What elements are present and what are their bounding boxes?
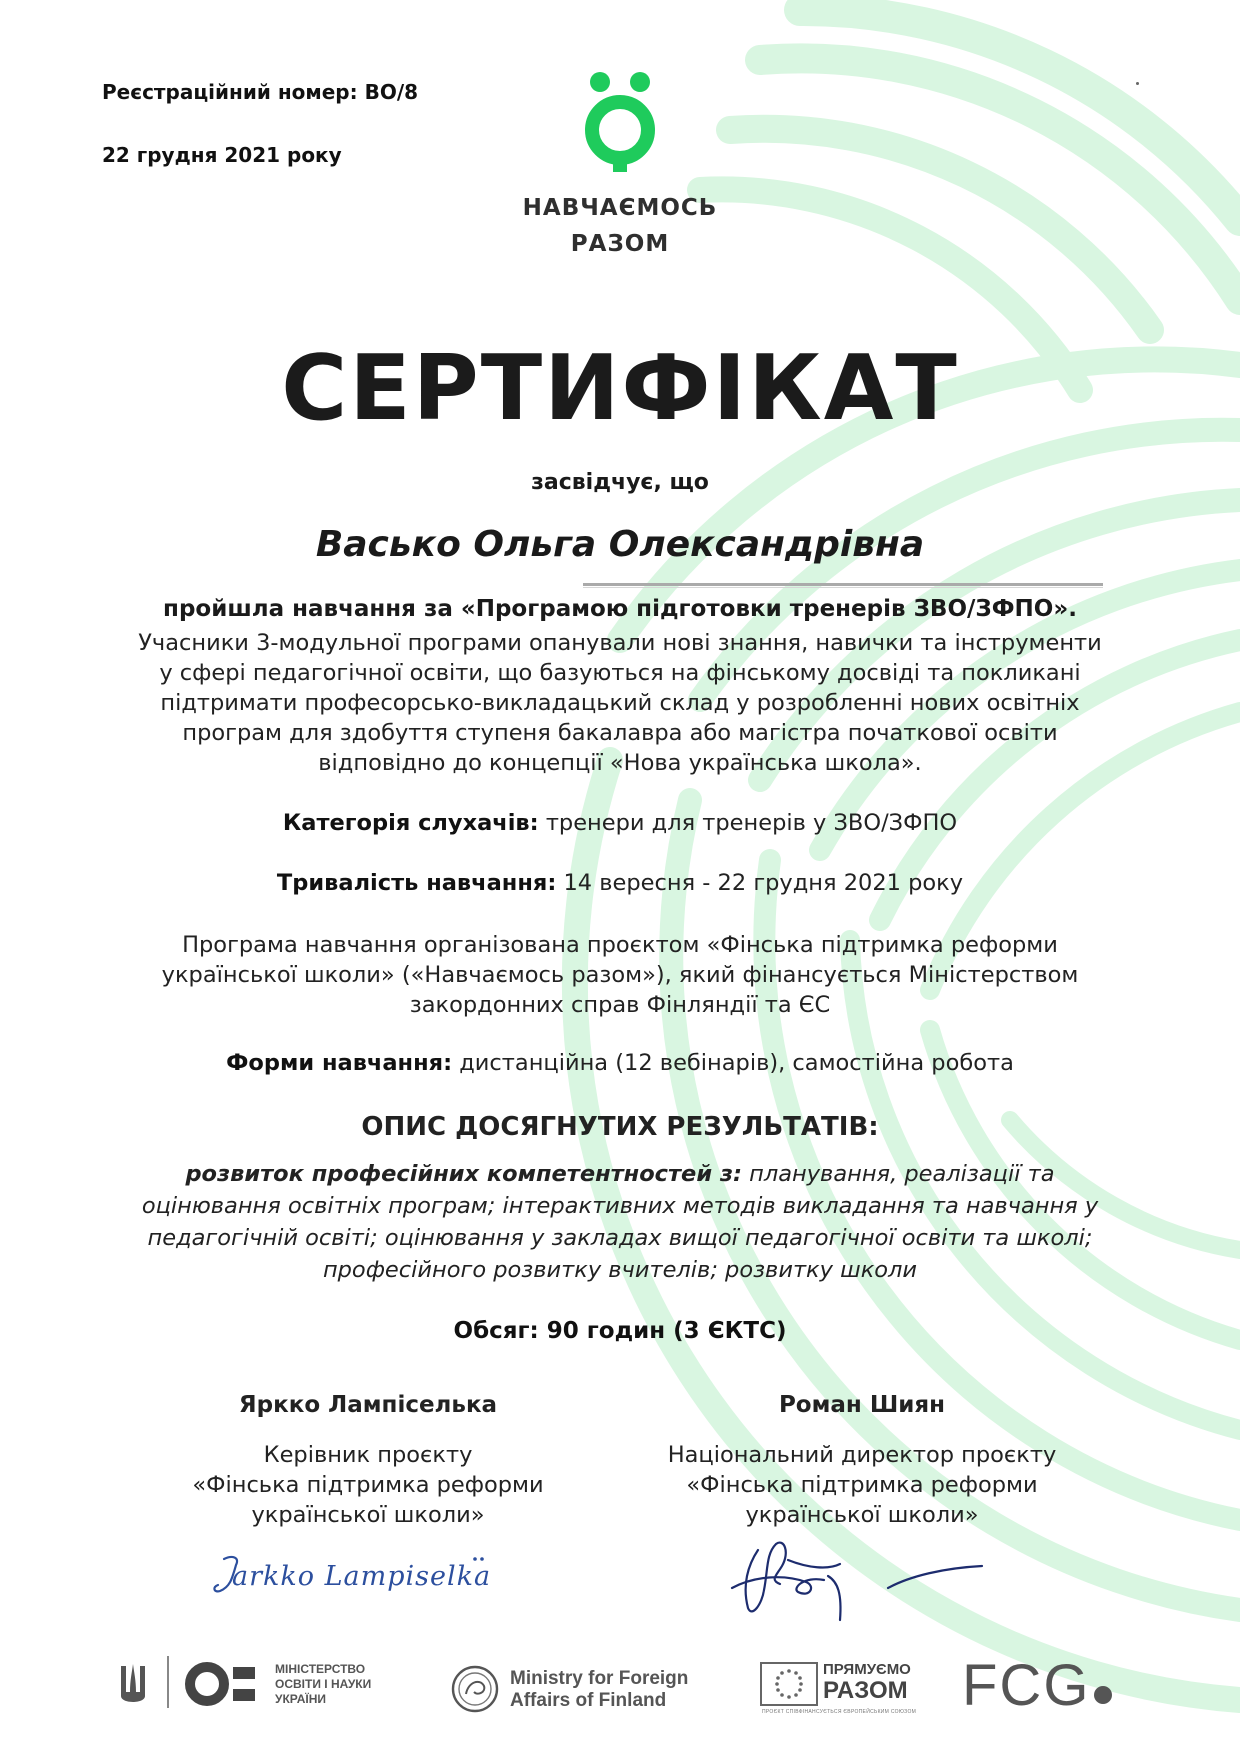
eu-flag-icon	[760, 1662, 818, 1706]
corner-mark	[1136, 82, 1139, 85]
description-line: підтримати професорсько-викладацький склад у розробленні нових освітніх	[160, 690, 1080, 716]
results-line-rest: планування, реалізації та	[749, 1161, 1055, 1187]
mfa-line: Ministry for Foreign	[510, 1668, 689, 1689]
results-line: педагогічній освіті; оцінювання у закладах вищої педагогічної освіти та школі;	[147, 1225, 1093, 1251]
results-heading: ОПИС ДОСЯГНУТИХ РЕЗУЛЬТАТІВ:	[361, 1112, 879, 1142]
results-line: оцінювання освітніх програм; інтерактивних методів викладання та навчання у	[141, 1193, 1099, 1219]
logo-mark-icon	[578, 72, 662, 172]
signature-roman	[728, 1530, 988, 1625]
certifies-text: засвідчує, що	[531, 470, 709, 495]
category-row	[60, 810, 1180, 836]
mon-line: ОСВІТИ І НАУКИ	[275, 1677, 372, 1691]
description-line: Учасники 3-модульної програми опанували нові знання, навички та інструменти	[138, 630, 1102, 656]
category-label: Категорія слухачів:	[282, 810, 539, 836]
results-description	[60, 1158, 1180, 1286]
name-underline	[583, 583, 1103, 586]
completed-program: пройшла навчання за «Програмою підготовки тренерів ЗВО/ЗФПО».	[163, 596, 1077, 622]
role-line: «Фінська підтримка реформи	[192, 1472, 544, 1498]
partner-logos-footer	[0, 1648, 1240, 1738]
signatory-right	[642, 1392, 1082, 1530]
signatory-role	[148, 1440, 588, 1530]
description-line: відповідно до концепції «Нова українська школа».	[318, 750, 922, 776]
role-line: української школи»	[745, 1502, 979, 1528]
logo-line-1: НАВЧАЄМОСЬ	[522, 195, 718, 221]
duration-label: Тривалість навчання:	[276, 870, 557, 896]
pryamuemo-line-1: ПРЯМУЄМО	[823, 1661, 911, 1678]
forms-label: Форми навчання:	[226, 1050, 453, 1076]
certificate-title: СЕРТИФІКАТ	[281, 336, 959, 441]
forms-value: дистанційна (12 вебінарів), самостійна робота	[459, 1050, 1014, 1076]
mon-line: УКРАЇНИ	[275, 1692, 327, 1706]
registration-number: Реєстраційний номер: ВО/8	[102, 80, 419, 104]
pryamuemo-cofunded-text: ПРОЄКТ СПІВФІНАНСУЄТЬСЯ ЄВРОПЕЙСЬКИМ СОЮЗОМ	[762, 1709, 917, 1715]
role-line: Національний директор проєкту	[667, 1442, 1057, 1468]
description-line: програм для здобуття ступеня бакалавра або магістра початкової освіти	[182, 720, 1058, 746]
description-line: у сфері педагогічної освіти, що базуються на фінському досвіді та покликані	[159, 660, 1081, 686]
finland-mfa-emblem-icon	[450, 1664, 500, 1714]
role-line: «Фінська підтримка реформи	[686, 1472, 1038, 1498]
organization-line: Програма навчання організована проєктом «Фінська підтримка реформи	[182, 932, 1058, 958]
volume: Обсяг: 90 годин (3 ЄКТС)	[453, 1318, 787, 1344]
results-lead: розвиток професійних компетентностей з:	[185, 1161, 742, 1187]
recipient-name: Васько Ольга Олександрівна	[315, 524, 925, 565]
role-line: української школи»	[251, 1502, 485, 1528]
issue-date: 22 грудня 2021 року	[102, 143, 342, 167]
organization-info	[60, 930, 1180, 1020]
results-line: професійного розвитку вчителів; розвитку школи	[322, 1257, 918, 1283]
organization-line: української школи» («Навчаємось разом»), який фінансується Міністерством	[161, 962, 1079, 988]
name-underline-shadow	[583, 587, 1103, 588]
mfa-line: Affairs of Finland	[510, 1690, 667, 1711]
pryamuemo-line-2: РАЗОМ	[823, 1677, 908, 1704]
ukraine-trident-icon	[118, 1662, 148, 1708]
mon-logo-icon	[183, 1660, 261, 1708]
signatory-left	[148, 1392, 588, 1530]
duration-value: 14 вересня - 22 грудня 2021 року	[563, 870, 964, 896]
svg-text:arkko Lampiselka: arkko Lampiselka	[232, 1561, 492, 1592]
signatory-role	[642, 1440, 1082, 1530]
fcg-logo-text: FCG	[962, 1653, 1091, 1718]
mon-line: МІНІСТЕРСТВО	[275, 1662, 366, 1676]
organization-line: закордонних справ Фінляндії та ЄС	[409, 992, 831, 1018]
fcg-dot-icon	[1094, 1686, 1112, 1704]
category-value: тренери для тренерів у ЗВО/ЗФПО	[545, 810, 958, 836]
program-description	[60, 628, 1180, 778]
logo-line-2: РАЗОМ	[570, 231, 670, 257]
signature-jarkko	[210, 1545, 510, 1605]
forms-row	[60, 1050, 1180, 1076]
signatory-name: Роман Шиян	[778, 1392, 946, 1418]
duration-row	[60, 870, 1180, 896]
results-line	[60, 1158, 1180, 1190]
signatory-name: Яркко Лампіселька	[238, 1392, 498, 1418]
footer-divider	[167, 1656, 169, 1708]
role-line: Керівник проєкту	[263, 1442, 473, 1468]
navchaemos-razom-logo	[510, 72, 730, 262]
